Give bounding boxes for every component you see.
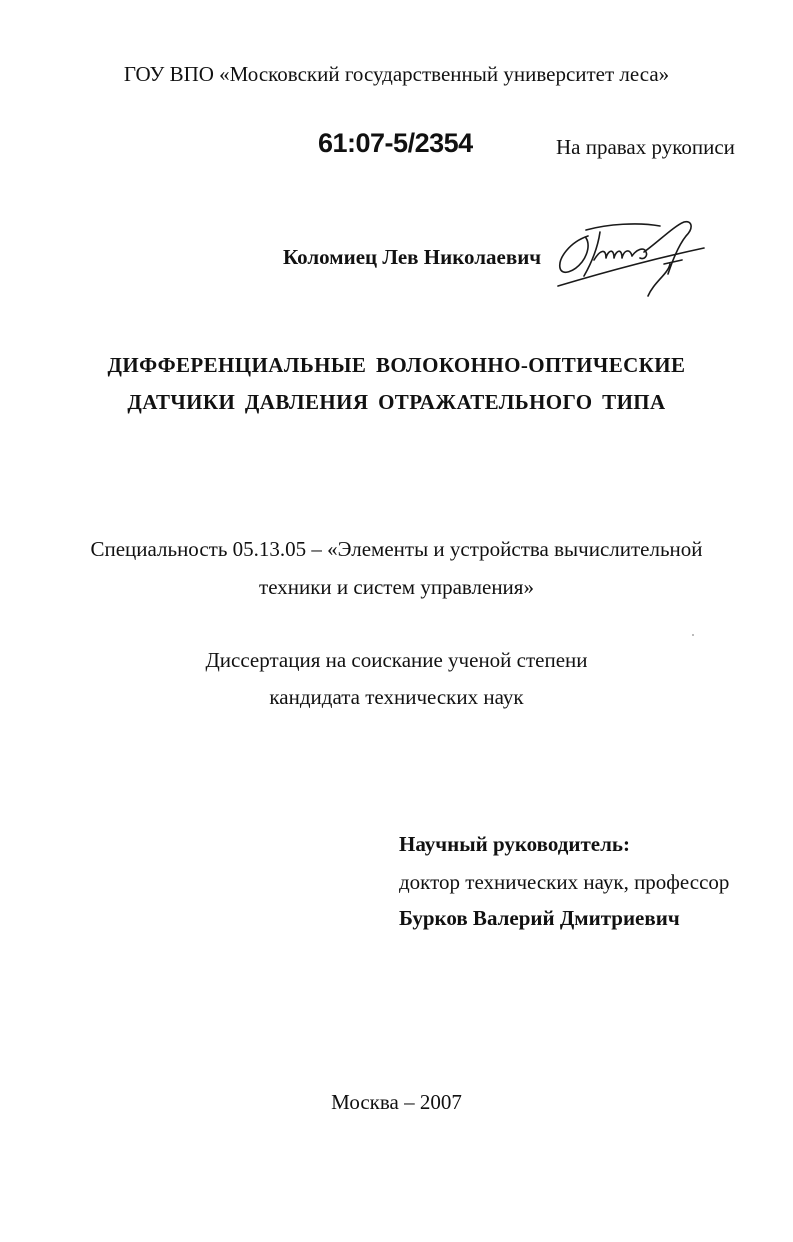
advisor-label: Научный руководитель: [399, 832, 630, 856]
signature-stroke-2 [586, 224, 660, 230]
scan-speck [692, 634, 694, 636]
handwritten-signature [548, 212, 718, 304]
city-year: Москва – 2007 [331, 1090, 462, 1114]
thesis-title-line-1: ДИФФЕРЕНЦИАЛЬНЫЕ ВОЛОКОННО-ОПТИЧЕСКИЕ [107, 353, 686, 377]
institution-name: ГОУ ВПО «Московский государственный университет леса» [123, 62, 670, 86]
signature-stroke-1 [560, 236, 588, 272]
rights-notice: На правах рукописи [556, 135, 735, 159]
signature-stroke-7 [648, 264, 670, 296]
degree-line-2: кандидата технических наук [269, 685, 524, 709]
degree-line-1: Диссертация на соискание ученой степени [205, 648, 588, 672]
author-name: Коломиец Лев Николаевич [283, 245, 542, 269]
signature-stroke-5 [644, 222, 691, 274]
document-code: 61:07-5/2354 [318, 128, 473, 158]
advisor-degree: доктор технических наук, профессор [399, 870, 730, 894]
specialty-line-2: техники и систем управления» [259, 575, 534, 599]
advisor-name: Бурков Валерий Дмитриевич [399, 906, 680, 930]
specialty-line-1: Специальность 05.13.05 – «Элементы и устройства вычислительной [90, 537, 703, 561]
thesis-title-line-2: ДАТЧИКИ ДАВЛЕНИЯ ОТРАЖАТЕЛЬНОГО ТИПА [127, 390, 666, 414]
signature-stroke-4 [594, 249, 647, 260]
